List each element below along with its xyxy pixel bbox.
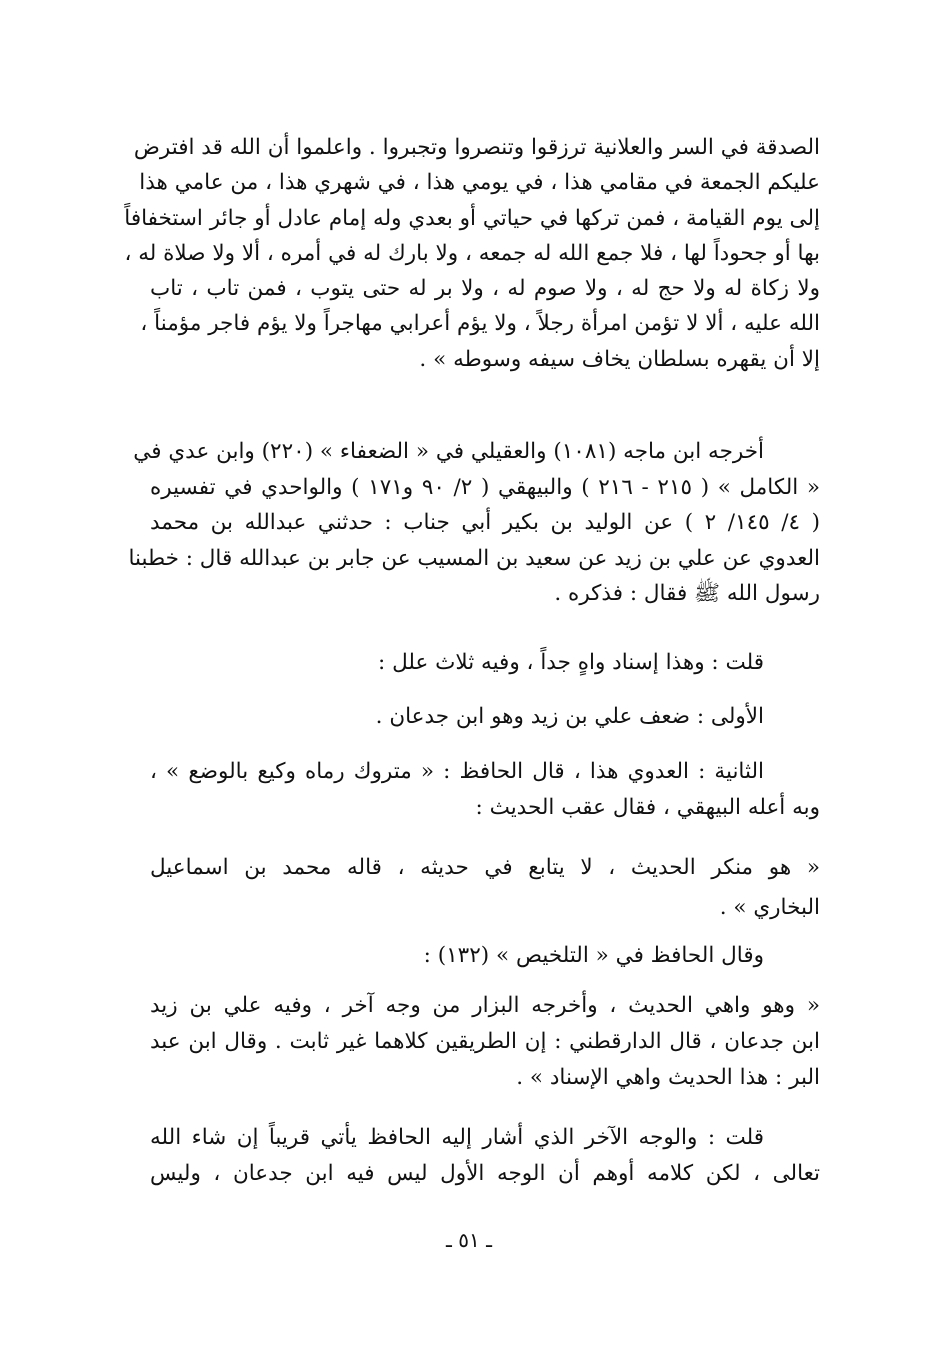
text-line: الثانية : العدوي هذا ، قال الحافظ : « متروك رماه وكيع بالوضع » ، xyxy=(150,759,764,784)
text-line: عليكم الجمعة في مقامي هذا ، في يومي هذا ، في شهري هذا ، من عامي هذا xyxy=(139,170,820,196)
text-line: « هو منكر الحديث ، لا يتابع في حديثه ، قاله محمد بن اسماعيل xyxy=(150,855,820,880)
paragraph-comment-intro xyxy=(150,645,820,681)
text-line: الله عليه ، ألا لا تؤمن امرأة رجلاً ، ولا يؤم أعرابي مهاجراً ولا يؤم فاجر مؤمناً ، xyxy=(140,311,820,337)
paragraph-bukhari-quote xyxy=(150,848,820,928)
text-line: إلى يوم القيامة ، فمن تركها في حياتي أو بعدي وله إمام عادل أو جائر استخفافاً xyxy=(124,205,820,231)
text-line: قلت : والوجه الآخر الذي أشار إليه الحافظ يأتي قريباً إن شاء الله xyxy=(150,1125,764,1150)
paragraph-illa-first xyxy=(150,699,820,735)
text-line: ( ٤/ ١٤٥/ ٢ ) عن الوليد بن بكير أبي جناب : حدثني عبدالله بن محمد xyxy=(150,510,821,535)
paragraph-talkhis-intro xyxy=(150,938,820,974)
paragraph-takhrij xyxy=(128,434,821,612)
text-line: ابن جدعان ، قال الدارقطني : إن الطريقين كلاهما غير ثابت . وقال ابن عبد xyxy=(150,1029,820,1054)
text-line: ولا زكاة له ولا حج له ، ولا صوم له ، ولا بر له حتى يتوب ، فمن تاب ، تاب xyxy=(150,276,820,302)
text-line: إلا أن يقهره بسلطان يخاف سيفه وسوطه » . xyxy=(419,346,820,372)
paragraph-hadith-continuation xyxy=(124,130,820,377)
page-number: ـ ٥١ ـ xyxy=(446,1228,492,1252)
text-line: « وهو واهي الحديث ، وأخرجه البزار من وجه آخر ، وفيه علي بن زيد xyxy=(150,993,820,1018)
text-line: أخرجه ابن ماجه (١٠٨١) والعقيلي في « الضعفاء » (٢٢٠) وابن عدي في xyxy=(133,439,764,464)
text-line: بها أو جحوداً لها ، فلا جمع الله له جمعه ، ولا بارك له في أمره ، ألا ولا صلاة له ، xyxy=(124,240,820,266)
text-line: وبه أعله البيهقي ، فقال عقب الحديث : xyxy=(475,795,820,820)
text-line: رسول الله ﷺ فقال : فذكره . xyxy=(554,581,820,606)
text-line: « الكامل » ( ٢١٥ - ٢١٦ ) والبيهقي ( ٢/ ٩٠ و١٧١ ) والواحدي في تفسيره xyxy=(150,474,821,500)
text-line: الأولى : ضعف علي بن زيد وهو ابن جدعان . xyxy=(375,704,764,729)
text-line: البخاري » . xyxy=(719,895,820,920)
text-line: تعالى ، لكن كلامه أوهم أن الوجه الأول ليس فيه ابن جدعان ، وليس xyxy=(150,1161,820,1186)
paragraph-illa-second xyxy=(150,754,820,826)
text-line: البر : هذا الحديث واهي الإسناد » . xyxy=(516,1065,820,1090)
text-line: قلت : وهذا إسناد واهٍ جداً ، وفيه ثلاث علل : xyxy=(378,650,764,675)
text-line: العدوي عن علي بن زيد عن سعيد بن المسيب عن جابر بن عبدالله قال : خطبنا xyxy=(128,545,820,571)
text-line: الصدقة في السر والعلانية ترزقوا وتنصروا وتجبروا . واعلموا أن الله قد افترض xyxy=(133,135,820,160)
text-line: وقال الحافظ في « التلخيص » (١٣٢) : xyxy=(423,943,764,968)
paragraph-talkhis-quote xyxy=(150,988,820,1096)
paragraph-final-comment xyxy=(150,1120,820,1192)
